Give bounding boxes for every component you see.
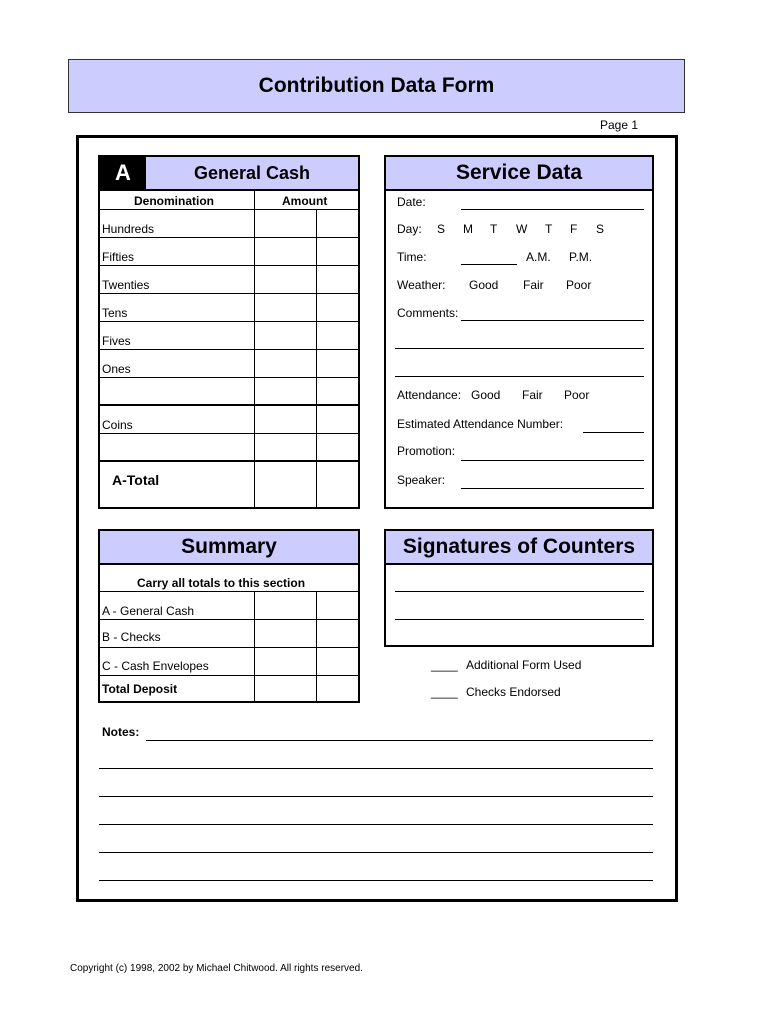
summary-row-label: A - General Cash [102,604,195,618]
checks-endorsed-blank[interactable]: ____ [431,685,458,699]
additional-form-label: Additional Form Used [466,658,582,672]
summary-title: Summary [181,535,277,558]
weather-label: Weather: [397,278,446,292]
notes-line-1[interactable] [146,740,653,741]
comments-field-2[interactable] [395,348,644,349]
row-line [100,237,358,238]
denomination-row-label: Fives [102,334,131,348]
a-total-label: A-Total [112,472,160,488]
denomination-header: Denomination [134,194,214,208]
day-option[interactable]: F [570,222,578,236]
day-label: Day: [397,222,422,236]
notes-line-2[interactable] [99,768,653,769]
notes-line-3[interactable] [99,796,653,797]
total-deposit-label: Total Deposit [102,682,178,696]
summary-header [100,531,358,565]
signature-line-2[interactable] [395,619,644,620]
attendance-label: Attendance: [397,388,462,402]
general-cash-section [98,155,360,509]
attendance-option[interactable]: Good [471,388,501,402]
denomination-row-label: Coins [102,418,133,432]
weather-option[interactable]: Good [469,278,499,292]
row-line [100,293,358,294]
day-option[interactable]: S [437,222,446,236]
section-letter-a [100,157,146,189]
signatures-header [386,531,652,565]
row-line [100,619,358,620]
est-attendance-label: Estimated Attendance Number: [397,417,564,431]
signatures-title: Signatures of Counters [402,535,636,558]
row-line [100,265,358,266]
service-data-title: Service Data [455,161,583,184]
day-option[interactable]: S [596,222,605,236]
amount-divider [254,591,255,701]
form-title: Contribution Data Form [258,74,495,97]
amount-divider-left [254,209,255,507]
summary-subtitle: Carry all totals to this section [137,576,306,590]
service-data-section [384,155,654,509]
notes-line-6[interactable] [99,880,653,881]
time-field[interactable] [461,264,517,265]
summary-row-label: C - Cash Envelopes [102,659,209,673]
day-option[interactable]: W [516,222,528,236]
denomination-row-label: Ones [102,362,131,376]
additional-form-blank[interactable]: ____ [431,658,458,672]
weather-option[interactable]: Fair [523,278,544,292]
general-cash-title: General Cash [193,162,311,183]
row-line [100,591,358,592]
promotion-field[interactable] [461,460,644,461]
general-cash-header [100,157,358,191]
pm-option[interactable]: P.M. [569,250,593,264]
row-line [100,321,358,322]
day-option[interactable]: M [463,222,473,236]
row-line [100,349,358,350]
row-line [100,647,358,648]
denomination-row-label: Hundreds [102,222,155,236]
row-line [100,404,358,406]
service-data-header [386,157,652,191]
row-line [100,675,358,676]
notes-line-5[interactable] [99,852,653,853]
speaker-field[interactable] [461,488,644,489]
page-number: Page 1 [600,118,639,132]
row-line [100,433,358,434]
copyright-text: Copyright (c) 1998, 2002 by Michael Chitwood. All rights reserved. [70,963,363,974]
comments-field[interactable] [461,320,644,321]
date-field[interactable] [461,209,644,210]
day-option[interactable]: T [490,222,498,236]
time-label: Time: [397,250,427,264]
checks-endorsed-label: Checks Endorsed [466,685,561,699]
cents-divider [316,209,317,507]
denomination-row-label: Fifties [102,250,135,264]
signature-line-1[interactable] [395,591,644,592]
summary-section [98,529,360,703]
promotion-label: Promotion: [397,444,456,458]
comments-label: Comments: [397,306,459,320]
attendance-option[interactable]: Fair [522,388,543,402]
row-line [100,209,358,210]
denomination-row-label: Tens [102,306,128,320]
speaker-label: Speaker: [397,473,446,487]
signatures-section [384,529,654,647]
notes-line-4[interactable] [99,824,653,825]
summary-row-label: B - Checks [102,630,161,644]
est-attendance-field[interactable] [583,432,644,433]
day-option[interactable]: T [545,222,553,236]
amount-header: Amount [282,194,328,208]
weather-option[interactable]: Poor [566,278,592,292]
notes-label: Notes: [102,725,140,739]
amount-divider [254,191,255,209]
form-title-banner [68,59,685,113]
attendance-option[interactable]: Poor [564,388,590,402]
cents-divider [316,591,317,701]
row-line [100,460,358,462]
section-letter: A [115,160,131,185]
denomination-row-label: Twenties [102,278,150,292]
am-option[interactable]: A.M. [526,250,551,264]
comments-field-3[interactable] [395,376,644,377]
row-line [100,377,358,378]
date-label: Date: [397,195,426,209]
